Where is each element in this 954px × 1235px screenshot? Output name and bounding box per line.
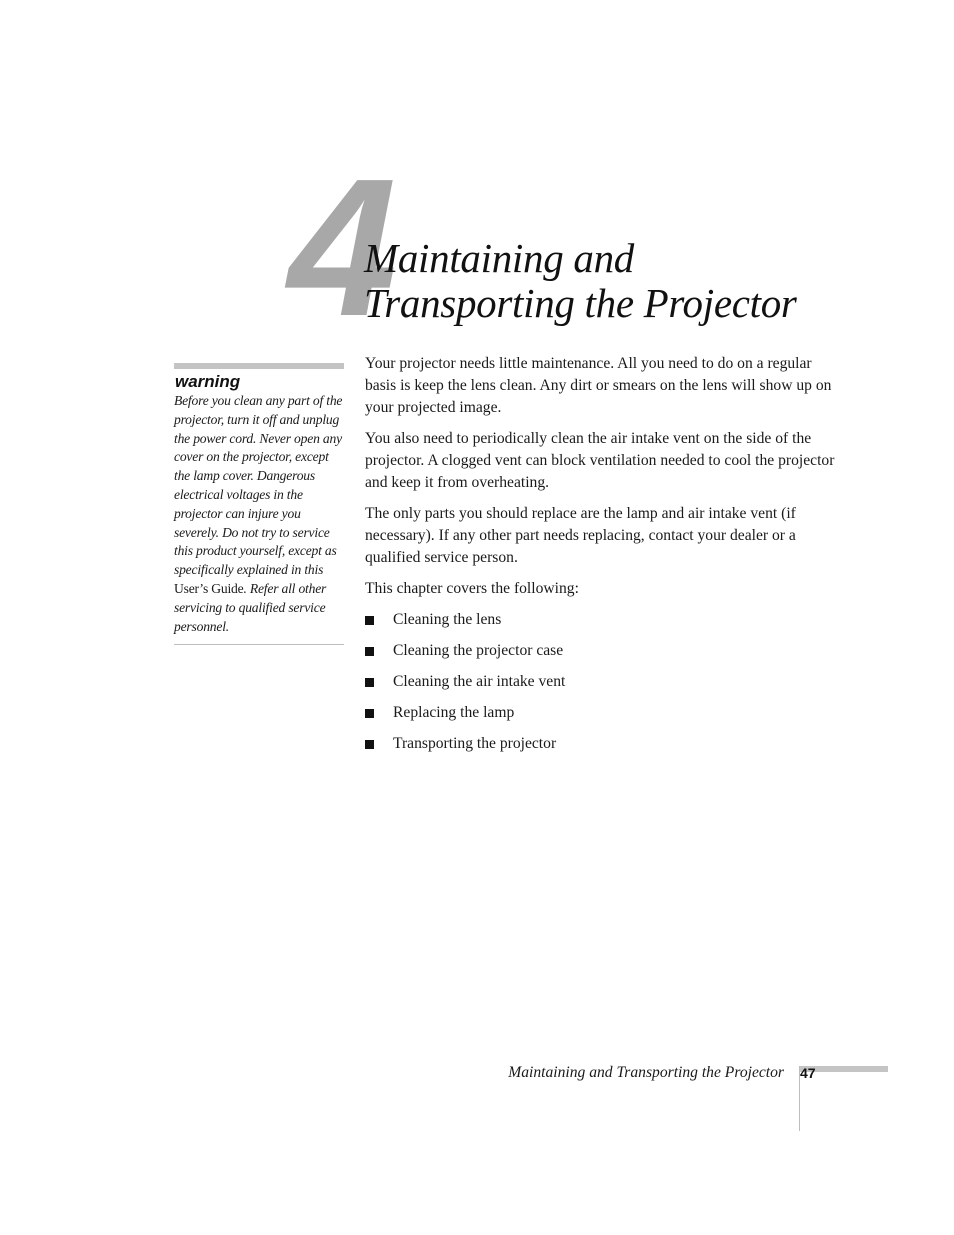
page-number: 47 bbox=[800, 1065, 816, 1081]
warning-text-part-3: . Refer all other servicing to qualified service personnel. bbox=[174, 580, 327, 634]
sidebar-top-rule bbox=[174, 363, 344, 369]
body-paragraph: This chapter covers the following: bbox=[365, 580, 579, 597]
chapter-number: 4 bbox=[288, 138, 394, 357]
main-content bbox=[365, 353, 835, 764]
warning-heading: warning bbox=[175, 372, 241, 391]
square-bullet-icon bbox=[365, 709, 374, 718]
list-item bbox=[365, 702, 835, 724]
topic-list bbox=[365, 609, 835, 755]
warning-text bbox=[174, 392, 344, 636]
warning-sidebar bbox=[174, 363, 344, 645]
square-bullet-icon bbox=[365, 647, 374, 656]
list-item-label: Transporting the projector bbox=[393, 735, 557, 752]
list-item-label: Cleaning the projector case bbox=[393, 642, 564, 659]
body-paragraph: Your projector needs little maintenance. All you need to do on a regular basis is keep the lens clean. Any dirt or smears on the lens will show up on your projected image. bbox=[365, 355, 832, 416]
list-item bbox=[365, 671, 835, 693]
running-footer-title: Maintaining and Transporting the Projector bbox=[508, 1064, 784, 1081]
warning-text-part-1: Before you clean any part of the projector, turn it off and unplug the power cord. Never open any cover on the projector, except the lamp cover. Dangerous electrical voltages in the projector can injure you severely. Do not try to service this product yourself, except as specifically explained in this bbox=[174, 393, 343, 578]
list-item-label: Cleaning the air intake vent bbox=[393, 673, 566, 690]
chapter-title-line-1: Maintaining and bbox=[364, 235, 634, 281]
warning-text-book-title: User’s Guide bbox=[174, 580, 244, 596]
square-bullet-icon bbox=[365, 678, 374, 687]
body-paragraph: The only parts you should replace are the lamp and air intake vent (if necessary). If any other part needs replacing, contact your dealer or a qualified service person. bbox=[365, 505, 796, 566]
sidebar-bottom-rule bbox=[174, 644, 344, 645]
list-item bbox=[365, 609, 835, 631]
square-bullet-icon bbox=[365, 616, 374, 625]
list-item bbox=[365, 640, 835, 662]
list-item-label: Cleaning the lens bbox=[393, 611, 502, 628]
list-item bbox=[365, 733, 835, 755]
chapter-title-line-2: Transporting the Projector bbox=[364, 280, 797, 326]
chapter-title bbox=[364, 236, 797, 326]
body-paragraph: You also need to periodically clean the air intake vent on the side of the projector. A clogged vent can block ventilation needed to cool the projector and keep it from overheating. bbox=[365, 430, 835, 491]
square-bullet-icon bbox=[365, 740, 374, 749]
list-item-label: Replacing the lamp bbox=[393, 704, 515, 721]
